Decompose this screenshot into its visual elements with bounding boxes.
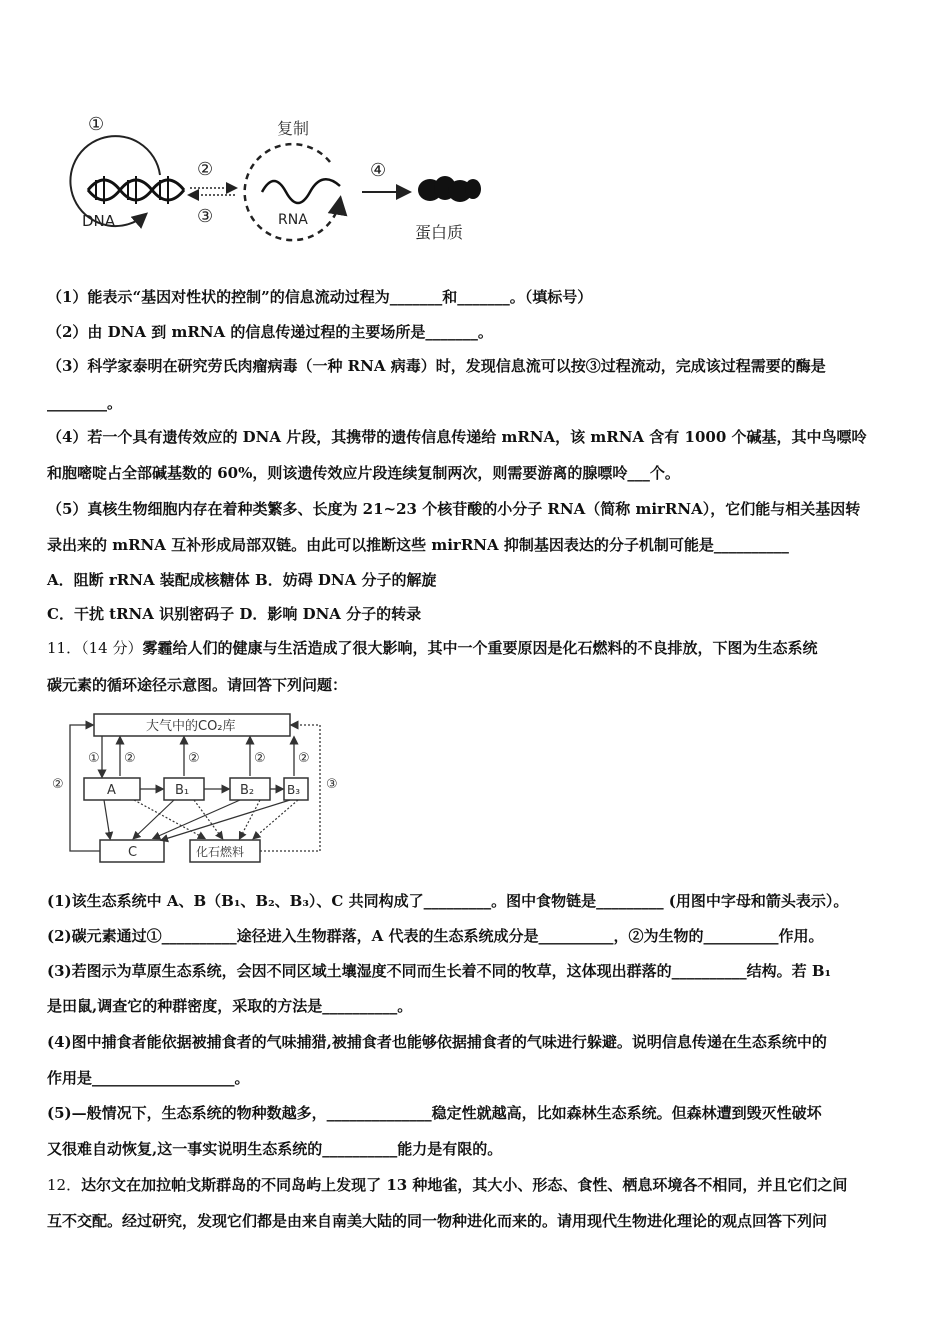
q10-part5a: （5）真核生物细胞内存在着种类繁多、长度为 21~23 个核苷酸的小分子 RNA（简称 mirRNA），它们能与相关基因转: [47, 500, 861, 518]
circle-2-label: ②: [197, 159, 214, 180]
q11-sub2: (2)碳元素通过①__________途径进入生物群落，A 代表的生态系统成分是__________，②为生物的__________作用。: [47, 927, 824, 945]
q10-part4a: （4）若一个具有遗传效应的 DNA 片段，其携带的遗传信息传递给 mRNA，该 mRNA 含有 1000 个碱基，其中鸟嘌呤: [47, 428, 867, 446]
q11-heading: [47, 637, 817, 659]
central-dogma-figure: [40, 100, 500, 260]
q12-text-a: 达尔文在加拉帕戈斯群岛的不同岛屿上发现了 13 种地雀，其大小、形态、食性、栖息环境各不相同，并且它们之间: [81, 1176, 848, 1194]
rna-strand-icon: [262, 179, 340, 203]
circle-3-label: ③: [197, 206, 214, 227]
fossil-fuel-label: 化石燃料: [196, 845, 245, 859]
q12-line-a: [47, 1174, 847, 1196]
protein-icon: [418, 176, 481, 202]
node-a-label: A: [107, 783, 116, 798]
q10-part3a: （3）科学家泰明在研究劳氏肉瘤病毒（一种 RNA 病毒）时，发现信息流可以按③过程流动，完成该过程需要的酶是: [47, 357, 826, 375]
node-b2-label: B₂: [240, 783, 255, 798]
label-c2-b1: ②: [188, 751, 200, 766]
q10-part4b: 和胞嘧啶占全部碱基数的 60%，则该遗传效应片段连续复制两次，则需要游离的腺嘌呤___个。: [47, 464, 680, 482]
q12-line-b: 互不交配。经过研究，发现它们都是由来自南美大陆的同一物种进化而来的。请用现代生物进化理论的观点回答下列问: [47, 1212, 828, 1230]
q11-heading-b: 碳元素的循环途径示意图。请回答下列问题：: [47, 676, 348, 694]
q10-options-ab: A．阻断 rRNA 装配成核糖体 B．妨碍 DNA 分子的解旋: [47, 571, 437, 589]
q10-part1: （1）能表示“基因对性状的控制”的信息流动过程为_______和_______。（填标号）: [47, 288, 593, 306]
q10-options-cd: C．干扰 tRNA 识别密码子 D．影响 DNA 分子的转录: [47, 605, 422, 623]
rna-label: RNA: [278, 212, 308, 228]
q11-sub3b: 是田鼠,调查它的种群密度，采取的方法是__________。: [47, 997, 413, 1015]
q11-sub4a: (4)图中捕食者能依据被捕食者的气味捕猎,被捕食者也能够依据捕食者的气味进行躲避。说明信息传递在生态系统中的: [47, 1033, 827, 1051]
carbon-cycle-figure: [44, 708, 354, 868]
q11-sub4b: 作用是___________________。: [47, 1069, 250, 1087]
q11-sub3a: (3)若图示为草原生态系统，会因不同区域土壤湿度不同而生长着不同的牧草，这体现出群落的__________结构。若 B₁: [47, 962, 832, 980]
label-c3: ③: [326, 777, 338, 792]
circle-4-label: ④: [370, 160, 387, 181]
co2-pool-label: 大气中的CO₂库: [146, 719, 236, 734]
q10-part2: （2）由 DNA 到 mRNA 的信息传递过程的主要场所是_______。: [47, 323, 493, 341]
label-c2-a: ②: [124, 751, 136, 766]
q11-number: 11．（14 分）: [47, 639, 143, 657]
label-c2-left: ②: [52, 777, 64, 792]
protein-label: 蛋白质: [415, 223, 464, 242]
node-b3-label: B₃: [287, 783, 301, 797]
q11-sub5b: 又很难自动恢复,这一事实说明生态系统的__________能力是有限的。: [47, 1140, 503, 1158]
q12-number: 12．: [47, 1176, 82, 1194]
node-c-label: C: [128, 845, 138, 860]
replicate-label: 复制: [277, 119, 310, 138]
dna-helix-icon: [88, 176, 184, 204]
q11-sub5a: (5)—般情况下，生态系统的物种数越多，______________稳定性就越高，比如森林生态系统。但森林遭到毁灭性破坏: [47, 1104, 822, 1122]
dna-label: DNA: [82, 212, 116, 230]
label-c1: ①: [88, 751, 100, 766]
q11-heading-text: 雾霾给人们的健康与生活造成了很大影响，其中一个重要原因是化石燃料的不良排放，下图为生态系统: [142, 639, 818, 657]
q10-part5b: 录出来的 mRNA 互补形成局部双链。由此可以推断这些 mirRNA 抑制基因表达的分子机制可能是__________: [47, 536, 789, 554]
node-b1-label: B₁: [175, 783, 190, 798]
label-c2-b2: ②: [254, 751, 266, 766]
label-c2-b3: ②: [298, 751, 310, 766]
q10-part3b: ________。: [47, 394, 123, 412]
circle-1-label: ①: [88, 114, 105, 135]
q11-sub1: (1)该生态系统中 A、B（B₁、B₂、B₃）、C 共同构成了_________。图中食物链是_________ (用图中字母和箭头表示）。: [47, 892, 849, 910]
